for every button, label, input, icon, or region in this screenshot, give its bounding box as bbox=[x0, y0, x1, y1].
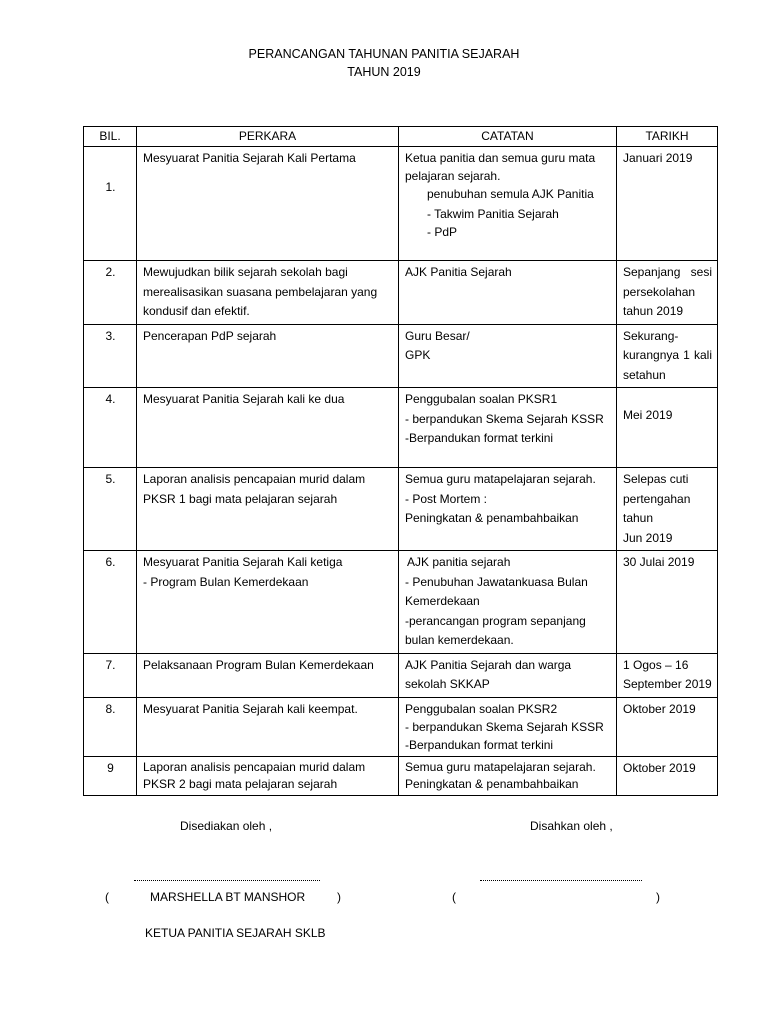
row-number: 5. bbox=[84, 468, 137, 551]
catatan-cell: AJK panitia sejarah - Penubuhan Jawatankuasa Bulan Kemerdekaan -perancangan program sepanjang bulan kemerdekaan. bbox=[399, 551, 617, 654]
header-tarikh: TARIKH bbox=[617, 127, 718, 147]
table-row bbox=[84, 697, 718, 756]
tarikh-cell: Oktober 2019 bbox=[617, 697, 718, 756]
perkara-cell: Pelaksanaan Program Bulan Kemerdekaan bbox=[137, 653, 399, 697]
document-year: TAHUN 2019 bbox=[347, 65, 421, 79]
open-paren-left: ( bbox=[105, 890, 109, 904]
row-number: 3. bbox=[84, 324, 137, 388]
tarikh-cell: 1 Ogos – 16 September 2019 bbox=[617, 653, 718, 697]
perkara-cell: Mesyuarat Panitia Sejarah Kali ketiga - Program Bulan Kemerdekaan bbox=[137, 551, 399, 654]
catatan-cell: Guru Besar/ GPK bbox=[399, 324, 617, 388]
catatan-cell: Ketua panitia dan semua guru mata pelajaran sejarah. penubuhan semula AJK Panitia - Takwim Panitia Sejarah - PdP bbox=[399, 147, 617, 261]
perkara-cell: Mesyuarat Panitia Sejarah kali keempat. bbox=[137, 697, 399, 756]
catatan-cell: Semua guru matapelajaran sejarah. Peningkatan & penambahbaikan bbox=[399, 756, 617, 795]
table-row bbox=[84, 147, 718, 261]
row-number: 2. bbox=[84, 261, 137, 325]
plan-table bbox=[83, 126, 718, 796]
catatan-cell: AJK Panitia Sejarah dan warga sekolah SKKAP bbox=[399, 653, 617, 697]
preparer-position: KETUA PANITIA SEJARAH SKLB bbox=[145, 926, 326, 940]
row-number: 9 bbox=[84, 756, 137, 795]
preparer-name: MARSHELLA BT MANSHOR bbox=[150, 890, 306, 904]
row-number: 4. bbox=[84, 388, 137, 468]
catatan-cell: Penggubalan soalan PKSR1 - berpandukan Skema Sejarah KSSR -Berpandukan format terkini bbox=[399, 388, 617, 468]
table-row bbox=[84, 551, 718, 654]
row-number: 8. bbox=[84, 697, 137, 756]
prepared-by-label: Disediakan oleh , bbox=[180, 819, 273, 833]
tarikh-cell: Mei 2019 bbox=[617, 388, 718, 468]
header-perkara: PERKARA bbox=[137, 127, 399, 147]
close-paren-left: ) bbox=[337, 890, 341, 904]
table-row bbox=[84, 388, 718, 468]
table-row bbox=[84, 468, 718, 551]
table-header-row bbox=[84, 127, 718, 147]
approved-by-label: Disahkan oleh , bbox=[530, 819, 613, 833]
preparer-signature-line bbox=[134, 880, 320, 881]
header-catatan: CATATAN bbox=[399, 127, 617, 147]
document-title: PERANCANGAN TAHUNAN PANITIA SEJARAH bbox=[248, 47, 520, 61]
tarikh-cell: Oktober 2019 bbox=[617, 756, 718, 795]
catatan-cell: Penggubalan soalan PKSR2 - berpandukan Skema Sejarah KSSR -Berpandukan format terkini bbox=[399, 697, 617, 756]
perkara-cell: Mewujudkan bilik sejarah sekolah bagi merealisasikan suasana pembelajaran yang kondusif dan efektif. bbox=[137, 261, 399, 325]
table-row bbox=[84, 653, 718, 697]
perkara-cell: Laporan analisis pencapaian murid dalam PKSR 2 bagi mata pelajaran sejarah bbox=[137, 756, 399, 795]
table-row bbox=[84, 261, 718, 325]
tarikh-cell: Januari 2019 bbox=[617, 147, 718, 261]
perkara-cell: Laporan analisis pencapaian murid dalam PKSR 1 bagi mata pelajaran sejarah bbox=[137, 468, 399, 551]
perkara-cell: Pencerapan PdP sejarah bbox=[137, 324, 399, 388]
row-number: 7. bbox=[84, 653, 137, 697]
catatan-cell: AJK Panitia Sejarah bbox=[399, 261, 617, 325]
open-paren-right: ( bbox=[452, 890, 456, 904]
tarikh-cell: 30 Julai 2019 bbox=[617, 551, 718, 654]
table-row bbox=[84, 324, 718, 388]
table-row bbox=[84, 756, 718, 795]
header-bil: BIL. bbox=[84, 127, 137, 147]
tarikh-cell: Sekurang-kurangnya 1 kali setahun bbox=[617, 324, 718, 388]
perkara-cell: Mesyuarat Panitia Sejarah Kali Pertama bbox=[137, 147, 399, 261]
perkara-cell: Mesyuarat Panitia Sejarah kali ke dua bbox=[137, 388, 399, 468]
tarikh-cell: Selepas cuti pertengahan tahun Jun 2019 bbox=[617, 468, 718, 551]
row-number: 6. bbox=[84, 551, 137, 654]
catatan-cell: Semua guru matapelajaran sejarah. - Post Mortem : Peningkatan & penambahbaikan bbox=[399, 468, 617, 551]
approver-signature-line bbox=[480, 880, 642, 881]
tarikh-cell: Sepanjang sesi persekolahan tahun 2019 bbox=[617, 261, 718, 325]
close-paren-right: ) bbox=[656, 890, 660, 904]
row-number: 1. bbox=[84, 147, 137, 261]
